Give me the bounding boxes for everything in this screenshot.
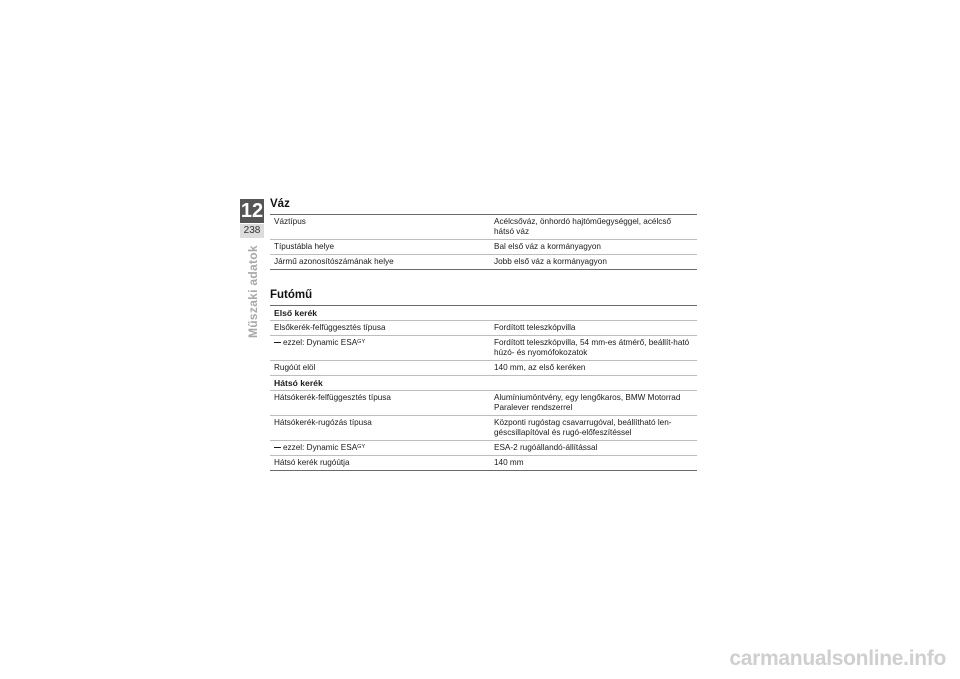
option-label: ezzel: Dynamic ESA (283, 443, 358, 452)
spec-value: Fordított teleszkópvilla, 54 mm-es átmérő, beállít-ható húzó- és nyomófokozatok (490, 336, 697, 361)
spec-value: Bal első váz a kormányagyon (490, 240, 697, 255)
table-row (270, 321, 697, 336)
spec-value: Alumíniumöntvény, egy lengőkaros, BMW Motorrad Paralever rendszerrel (490, 391, 697, 416)
spec-key: Hátsókerék-felfüggesztés típusa (270, 391, 490, 416)
spec-value: Acélcsőváz, önhordó hajtóműegységgel, acélcső hátsó váz (490, 215, 697, 240)
table-row (270, 441, 697, 456)
option-code: GY (357, 444, 366, 450)
spec-value: 140 mm, az első keréken (490, 361, 697, 376)
spec-value: Fordított teleszkópvilla (490, 321, 697, 336)
watermark-text: carmanualsonline.info (729, 647, 946, 670)
table-row (270, 456, 697, 471)
table-row (270, 255, 697, 270)
spec-value: ESA-2 rugóállandó-állítással (490, 441, 697, 456)
spec-value: Jobb első váz a kormányagyon (490, 255, 697, 270)
chapter-number: 12 (240, 200, 264, 222)
frame-table (270, 214, 697, 270)
section-title-frame: Váz (270, 198, 290, 210)
option-code: GY (357, 339, 366, 345)
spec-key: Elsőkerék-felfüggesztés típusa (270, 321, 490, 336)
spec-key: Típustábla helye (270, 240, 490, 255)
page-content (270, 196, 697, 471)
group-heading: Első kerék (270, 306, 697, 321)
section-title-chassis: Futómű (270, 289, 313, 301)
spec-key: Jármű azonosítószámának helye (270, 255, 490, 270)
group-heading-row (270, 306, 697, 321)
group-heading: Hátsó kerék (270, 376, 697, 391)
table-row (270, 361, 697, 376)
table-row (270, 215, 697, 240)
table-row (270, 391, 697, 416)
spec-value: Központi rugóstag csavarrugóval, beállítható len-géscsillapítóval és rugó-előfeszítéssel (490, 416, 697, 441)
spec-key-option (270, 441, 490, 456)
chassis-table (270, 305, 697, 471)
spec-key: Hátsó kerék rugóútja (270, 456, 490, 471)
dash-icon (274, 447, 281, 448)
spec-value: 140 mm (490, 456, 697, 471)
page-number: 238 (240, 224, 264, 238)
group-heading-row (270, 376, 697, 391)
option-label: ezzel: Dynamic ESA (283, 338, 358, 347)
dash-icon (274, 342, 281, 343)
spec-key: Rugóút elöl (270, 361, 490, 376)
spec-key-option (270, 336, 490, 361)
spec-key: Váztípus (270, 215, 490, 240)
table-row (270, 416, 697, 441)
spec-key: Hátsókerék-rugózás típusa (270, 416, 490, 441)
table-row (270, 240, 697, 255)
chapter-side-title: Műszaki adatok (246, 245, 260, 338)
table-row (270, 336, 697, 361)
